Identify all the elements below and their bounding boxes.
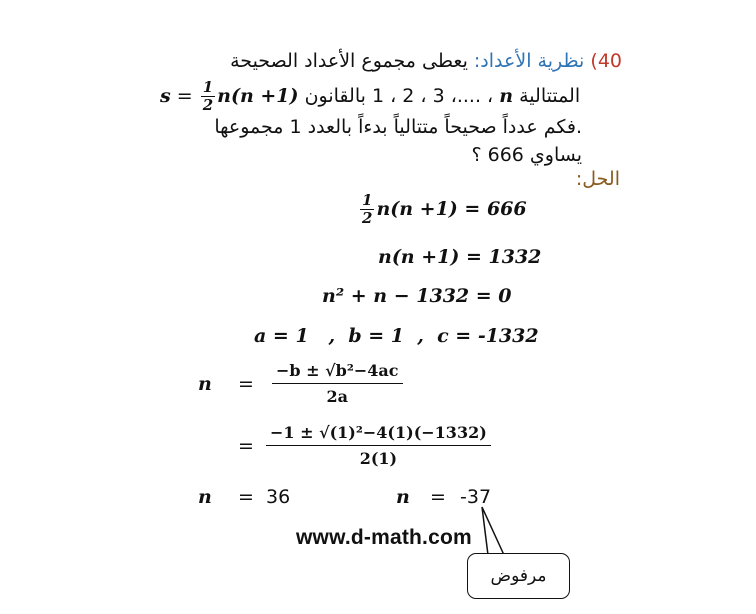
question-number: 40)	[590, 50, 622, 72]
root1-n: n	[198, 486, 212, 508]
question-text-1: يعطى مجموع الأعداد الصحيحة	[230, 50, 474, 72]
substituted-formula-row	[198, 424, 491, 467]
equation-2: n(n +1) = 1332	[378, 246, 542, 268]
eq1-fraction	[360, 193, 374, 226]
quadratic-denominator: 2a	[326, 386, 348, 406]
substituted-fraction	[266, 424, 491, 467]
eq1-fraction-num: 1	[362, 191, 373, 209]
coefficients: a = 1 , b = 1 , c = -1332	[254, 325, 539, 347]
formula-n-variable: n	[499, 85, 514, 107]
substituted-denominator: 2(1)	[359, 448, 398, 468]
question-topic: نظرية الأعداد:	[473, 50, 585, 72]
eq1-fraction-den: 2	[362, 209, 373, 227]
quad-n-label: n	[198, 372, 212, 395]
website-watermark: www.d-math.com	[296, 526, 472, 549]
question-line-2	[160, 80, 580, 113]
root-1: 36	[266, 486, 291, 508]
fraction-numerator: 1	[202, 78, 214, 96]
formula-lhs: s	[160, 85, 171, 107]
formula-rhs: n(n +1)	[217, 85, 299, 107]
fraction-denominator: 2	[202, 96, 214, 114]
solution-label: الحل:	[575, 168, 620, 190]
quadratic-numerator: −b ± √b²−4ac	[272, 362, 403, 384]
rejected-callout	[467, 553, 570, 599]
root2-equals: =	[430, 486, 446, 508]
formula-equals: =	[176, 85, 193, 107]
equation-1	[358, 193, 527, 226]
subst-equals: =	[238, 434, 254, 457]
callout-text: مرفوض	[490, 566, 547, 586]
quad-equals: =	[238, 372, 254, 395]
formula-sequence: ، ....، 3 ، 2 ، 1 بالقانون	[304, 85, 494, 107]
question-line-1	[230, 50, 622, 72]
sequence-prefix: المتتالية	[519, 85, 581, 107]
question-line-3: .فكم عدداً صحيحاً متتالياً بدءاً بالعدد 1 مجموعها	[214, 116, 582, 138]
root-2: -37	[460, 486, 492, 508]
quadratic-formula-row	[198, 362, 403, 405]
question-line-4: يساوي 666 ؟	[471, 144, 582, 166]
substituted-numerator: −1 ± √(1)²−4(1)(−1332)	[266, 424, 491, 446]
root1-equals: =	[238, 486, 254, 508]
formula-fraction	[201, 80, 215, 113]
callout-pointer	[470, 505, 530, 557]
root2-n: n	[396, 486, 410, 508]
equation-3: n² + n − 1332 = 0	[322, 285, 512, 307]
roots-row	[198, 486, 491, 508]
quadratic-fraction	[272, 362, 403, 405]
eq1-rhs: n(n +1) = 666	[376, 198, 527, 220]
